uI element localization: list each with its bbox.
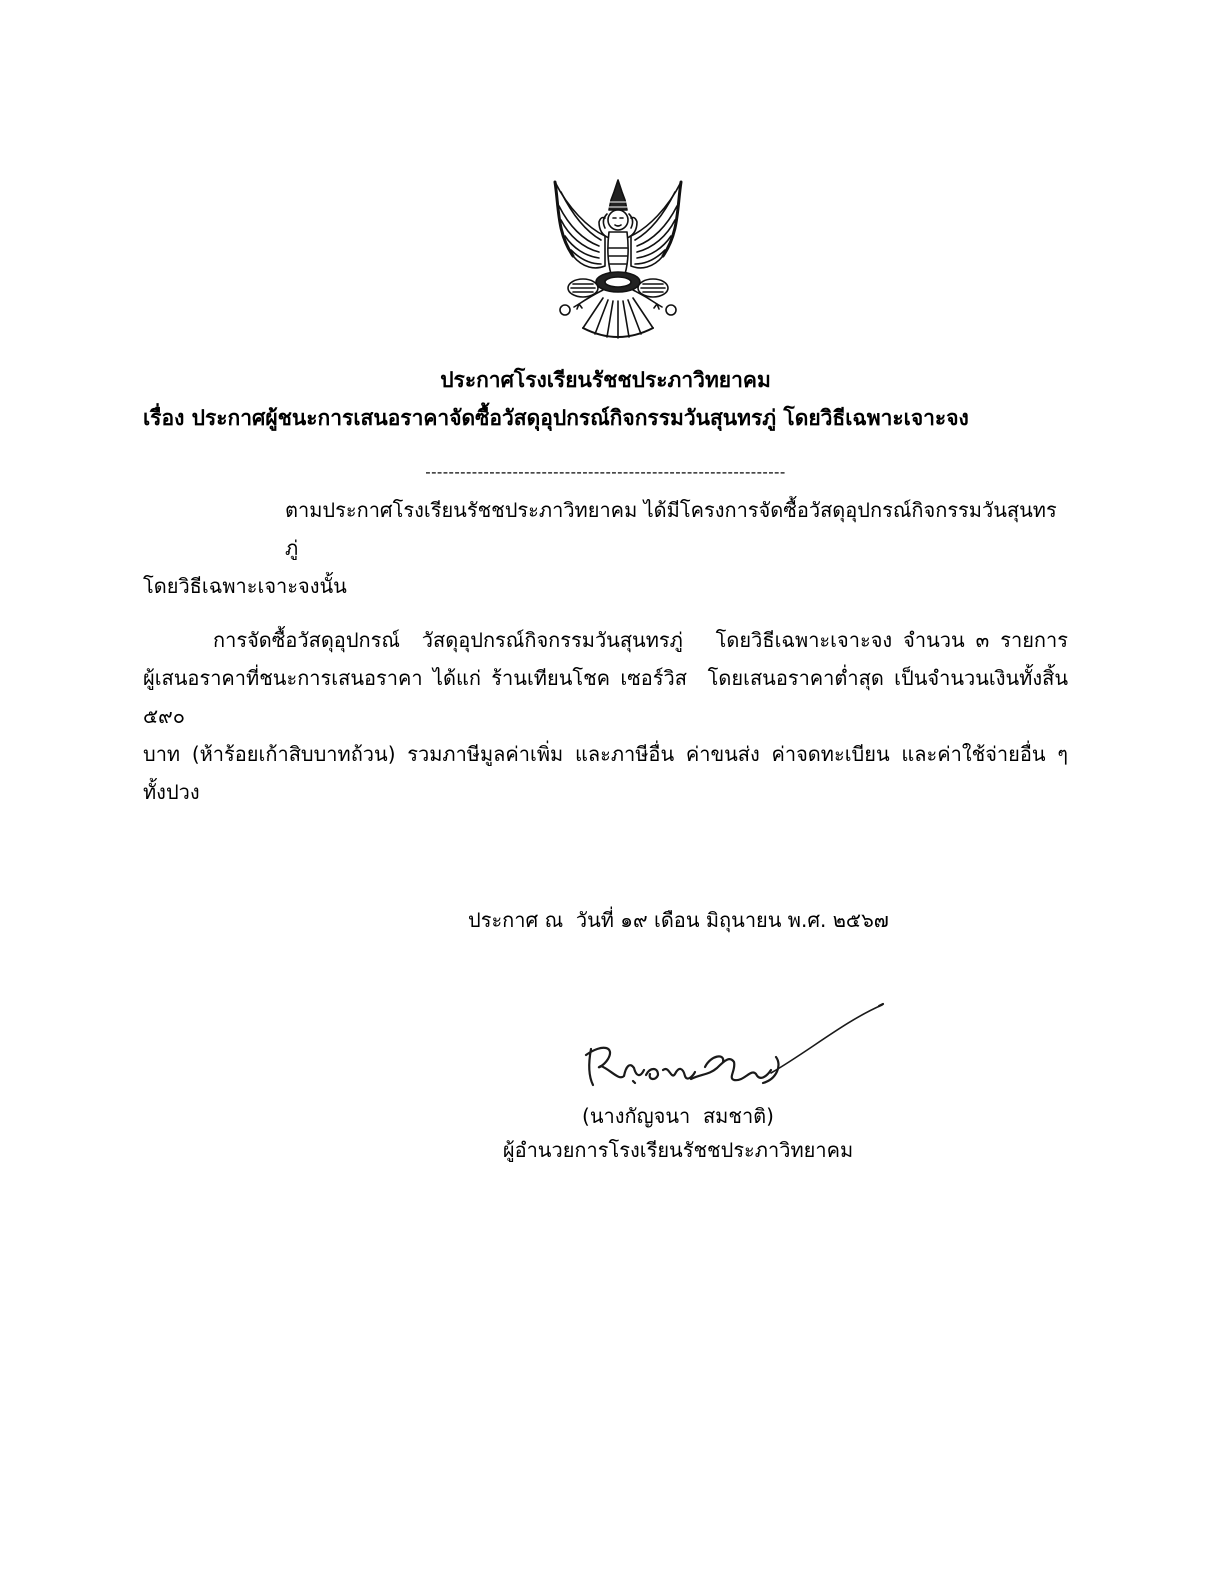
paragraph-line: โดยวิธีเฉพาะเจาะจงนั้น	[143, 574, 347, 598]
paragraph-intro	[143, 491, 1068, 605]
handwritten-signature	[583, 995, 893, 1095]
paragraph-line: บาท (ห้าร้อยเก้าสิบบาทถ้วน) รวมภาษีมูลค่าเพิ่ม และภาษีอื่น ค่าขนส่ง ค่าจดทะเบียน และค่าใช้จ่ายอื่น ๆ	[143, 742, 1068, 766]
paragraph-line: การจัดซื้อวัสดุอุปกรณ์ วัสดุอุปกรณ์กิจกรรมวันสุนทรภู่ โดยวิธีเฉพาะเจาะจง จำนวน ๓ รายการ	[213, 628, 1068, 652]
announcement-subject: เรื่อง ประกาศผู้ชนะการเสนอราคาจัดซื้อวัสดุอุปกรณ์กิจกรรมวันสุนทรภู่ โดยวิธีเฉพาะเจาะจง	[143, 406, 969, 430]
paragraph-line: ผู้เสนอราคาที่ชนะการเสนอราคา ได้แก่ ร้านเทียนโชค เซอร์วิส โดยเสนอราคาต่ำสุด เป็นจำนวนเงินทั้งสิ้น ๕๙๐	[143, 666, 1075, 728]
separator-line: --------------------------------------------------------------	[425, 463, 786, 481]
paragraph-award	[143, 621, 1075, 811]
signatory-position: ผู้อำนวยการโรงเรียนรัชชประภาวิทยาคม	[502, 1138, 854, 1162]
paragraph-line: ตามประกาศโรงเรียนรัชชประภาวิทยาคม ได้มีโครงการจัดซื้อวัสดุอุปกรณ์กิจกรรมวันสุนทรภู่	[285, 498, 1057, 560]
paragraph-line: ทั้งปวง	[143, 780, 200, 804]
announcement-title: ประกาศโรงเรียนรัชชประภาวิทยาคม	[440, 368, 771, 392]
signatory-name: (นางกัญจนา สมชาติ)	[582, 1104, 774, 1128]
document-body	[143, 0, 1075, 1167]
announcement-date: ประกาศ ณ วันที่ ๑๙ เดือน มิถุนายน พ.ศ. ๒๕๖๗	[468, 908, 889, 932]
garuda-emblem	[543, 178, 693, 340]
